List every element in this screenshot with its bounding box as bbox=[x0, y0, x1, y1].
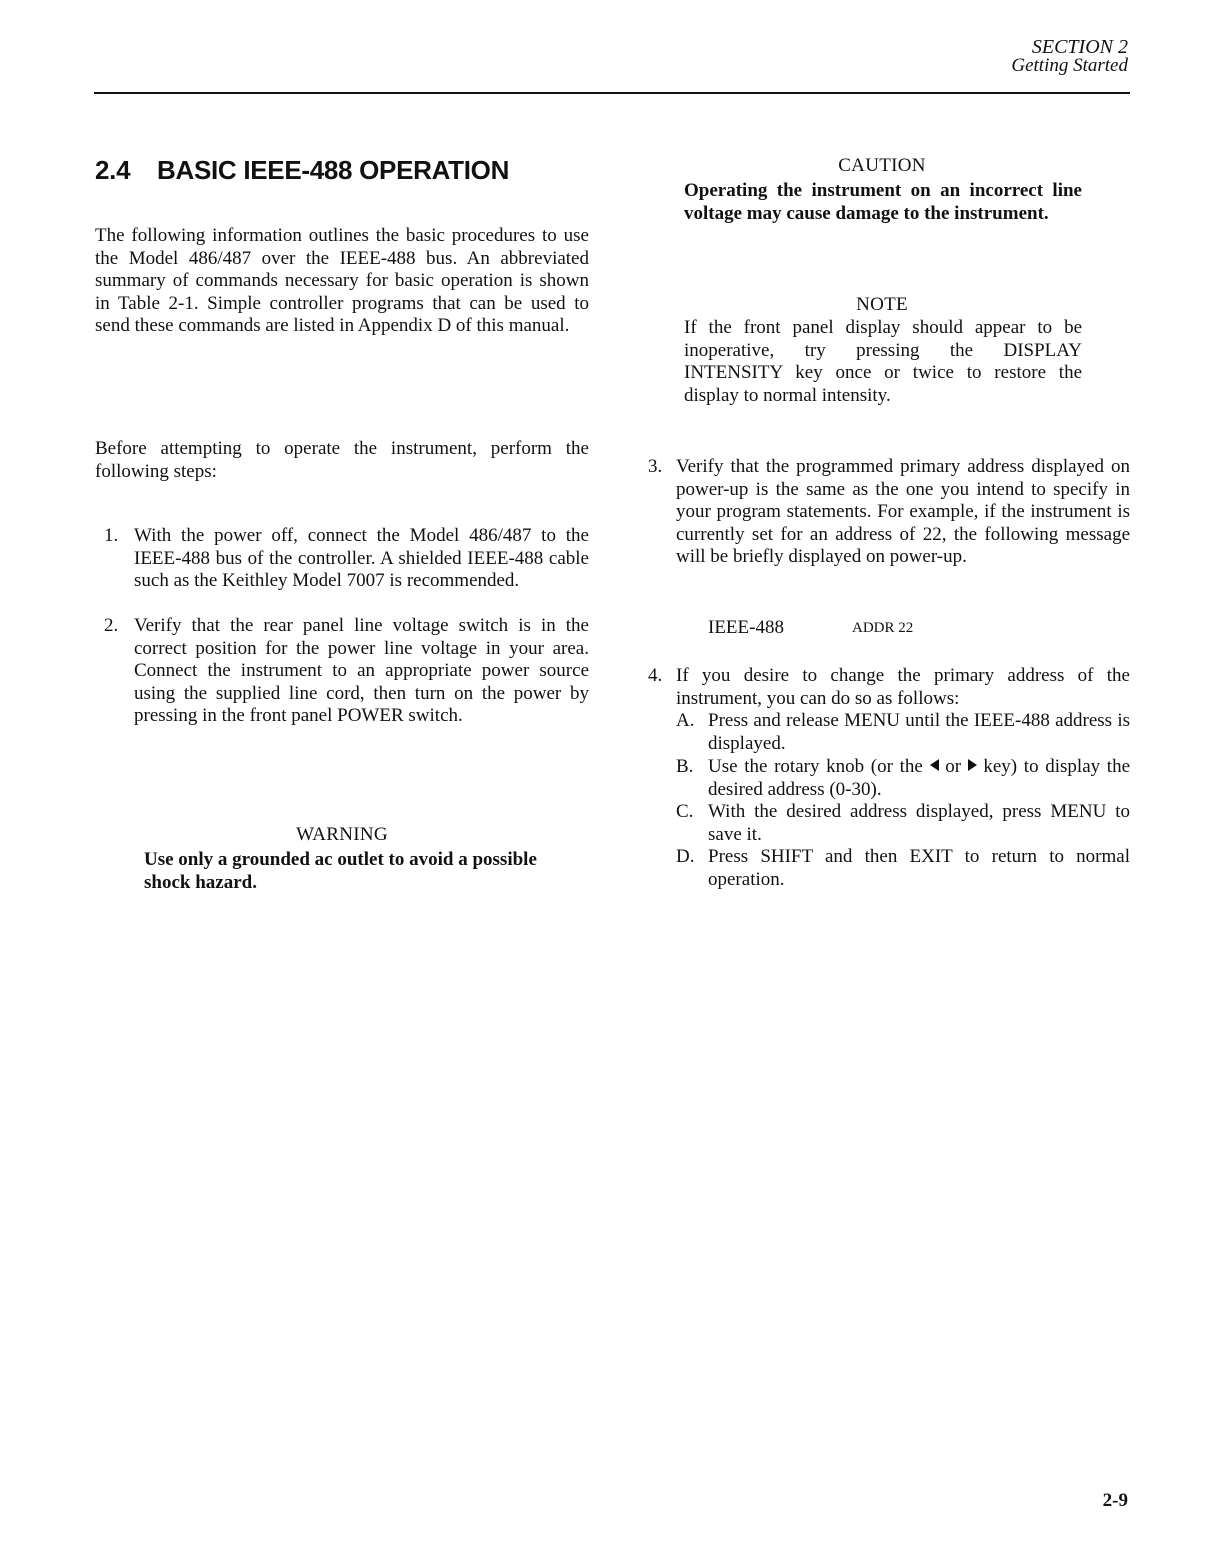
note-title: NOTE bbox=[856, 294, 908, 315]
step-2-text: Verify that the rear panel line voltage switch is in the correct position for the power line voltage in your area. Connect the instrument to an appropriate power source using the supplied line cord, then turn on the power by pressing in the front panel POWER switch. bbox=[134, 615, 589, 727]
section-heading bbox=[95, 155, 509, 186]
substep-d-letter: D. bbox=[676, 846, 695, 867]
step-1-number: 1. bbox=[104, 525, 119, 546]
display-message bbox=[708, 617, 968, 639]
step-3-text: Verify that the programmed primary address displayed on power-up is the same as the one you intend to specify in your program statements. For example, if the instrument is currently set for an address of 22, the following message will be briefly displayed on power-up. bbox=[676, 456, 1130, 568]
left-arrow-icon bbox=[930, 759, 939, 771]
step-4-text: If you desire to change the primary address of the instrument, you can do so as follows: bbox=[676, 665, 1130, 709]
step-3-number: 3. bbox=[648, 456, 663, 477]
step-2-number: 2. bbox=[104, 615, 119, 636]
note-body: If the front panel display should appear to be inoperative, try pressing the DISPLAY INTENSITY key once or twice to restore the display to normal intensity. bbox=[684, 317, 1082, 406]
substep-c-text: With the desired address displayed, press MENU to save it. bbox=[708, 801, 1130, 845]
substep-b-before: Use the rotary knob (or the bbox=[708, 756, 923, 777]
heading-number: 2.4 bbox=[95, 155, 131, 185]
caution-title: CAUTION bbox=[838, 155, 926, 176]
substep-b-after: key) to display the desired address (0-30). bbox=[708, 756, 1131, 800]
page-number: 2-9 bbox=[1102, 1490, 1128, 1511]
step-1-text: With the power off, connect the Model 486/487 to the IEEE-488 bus of the controller. A shielded IEEE-488 cable such as the Keithley Model 7007 is recommended. bbox=[134, 525, 589, 592]
section-label: SECTION 2 bbox=[1031, 36, 1128, 58]
header-rule bbox=[94, 92, 1130, 94]
substep-b-text bbox=[708, 756, 1130, 801]
warning-body: Use only a grounded ac outlet to avoid a possible shock hazard. bbox=[144, 849, 537, 893]
substep-c-letter: C. bbox=[676, 801, 694, 822]
right-arrow-icon bbox=[968, 759, 977, 771]
caution-body: Operating the instrument on an incorrect line voltage may cause damage to the instrument. bbox=[684, 180, 1082, 224]
display-address: ADDR 22 bbox=[852, 620, 914, 636]
substep-b-or: or bbox=[945, 756, 962, 777]
warning-title: WARNING bbox=[296, 824, 388, 845]
substep-a-text: Press and release MENU until the IEEE-488 address is displayed. bbox=[708, 710, 1130, 754]
section-subtitle: Getting Started bbox=[1011, 55, 1128, 76]
substep-a-letter: A. bbox=[676, 710, 695, 731]
before-paragraph: Before attempting to operate the instrument, perform the following steps: bbox=[95, 438, 589, 482]
step-4-number: 4. bbox=[648, 665, 663, 686]
intro-paragraph: The following information outlines the basic procedures to use the Model 486/487 over the IEEE-488 bus. An abbreviated summary of commands necessary for basic operation is shown in Table 2-1. Simple controller programs that can be used to send these commands are listed in Appendix D of this manual. bbox=[95, 225, 589, 337]
substep-d-text: Press SHIFT and then EXIT to return to normal operation. bbox=[708, 846, 1130, 890]
heading-title: BASIC IEEE-488 OPERATION bbox=[157, 155, 510, 185]
display-label: IEEE-488 bbox=[708, 617, 784, 638]
substep-b-letter: B. bbox=[676, 756, 694, 777]
